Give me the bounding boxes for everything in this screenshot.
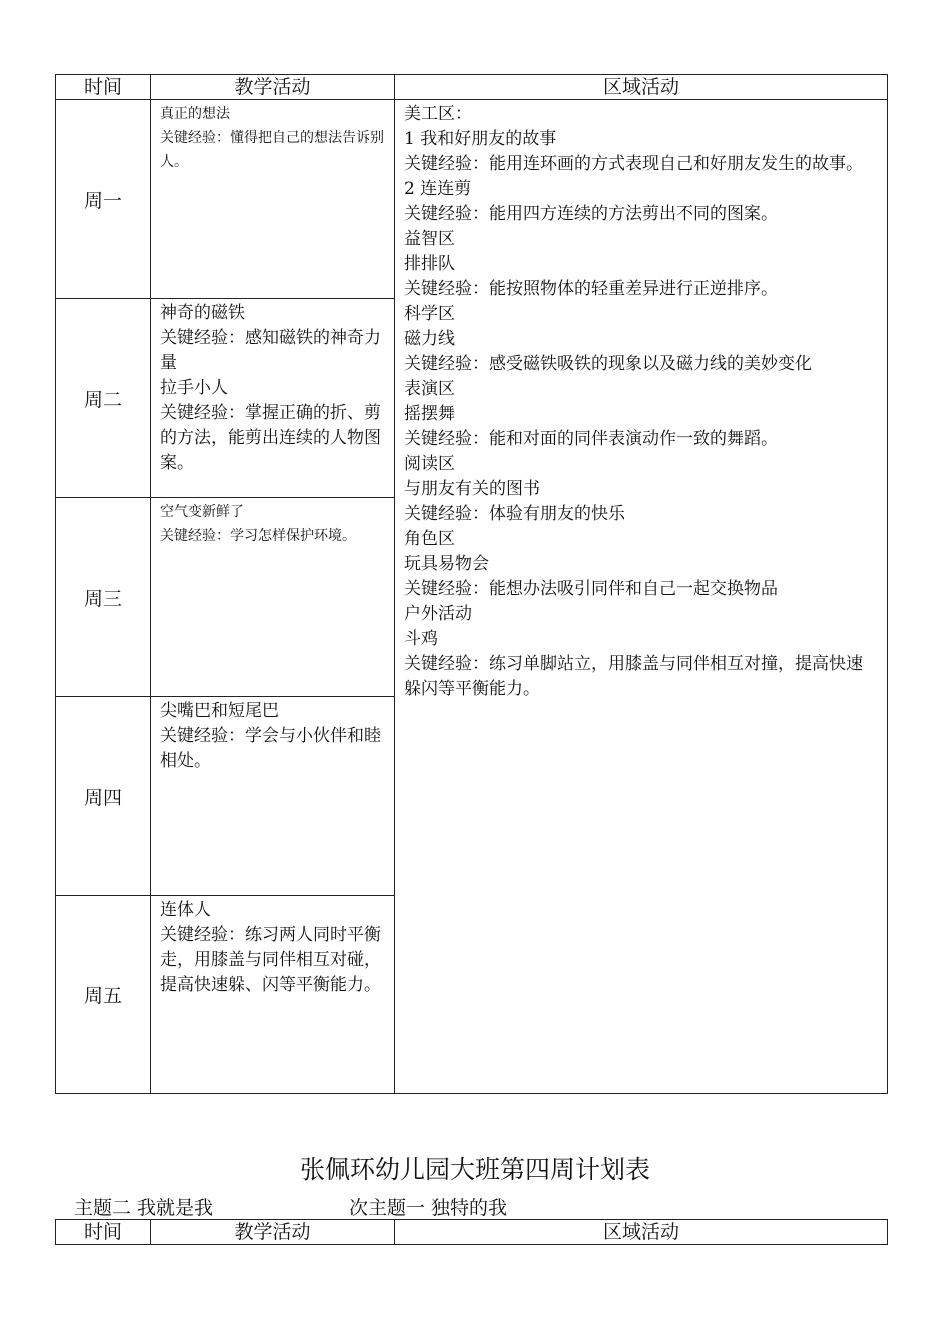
key-experience: 关键经验：感知磁铁的神奇力量 <box>160 328 381 373</box>
activity-title: 连体人 <box>160 900 211 920</box>
region-line: 关键经验：感受磁铁吸铁的现象以及磁力线的美妙变化 <box>404 354 812 374</box>
day-label: 周二 <box>56 299 151 498</box>
area-activity-cell <box>395 100 888 1094</box>
activity-title: 真正的想法 <box>160 106 230 122</box>
header-time: 时间 <box>56 1220 151 1245</box>
region-line: 关键经验：练习单脚站立，用膝盖与同伴相互对撞，提高快速躲闪等平衡能力。 <box>404 654 863 699</box>
region-line: 关键经验：能用四方连续的方法剪出不同的图案。 <box>404 204 778 224</box>
weekly-plan-table <box>55 74 888 1094</box>
region-line: 与朋友有关的图书 <box>404 479 540 499</box>
teaching-cell-tuesday <box>151 299 395 498</box>
region-line: 户外活动 <box>404 604 472 624</box>
region-line: 排排队 <box>404 254 455 274</box>
theme-line <box>74 1193 507 1220</box>
region-line: 益智区 <box>404 229 455 249</box>
region-line: 斗鸡 <box>404 629 438 649</box>
teaching-cell-friday <box>151 896 395 1094</box>
header-area-activity: 区域活动 <box>395 75 888 100</box>
table-row-monday <box>56 100 888 299</box>
region-line: 玩具易物会 <box>404 554 489 574</box>
region-line: 表演区 <box>404 379 455 399</box>
region-line: 关键经验：能想办法吸引同伴和自己一起交换物品 <box>404 579 778 599</box>
region-line: 2 连连剪 <box>404 179 472 199</box>
table-header-row <box>56 1220 888 1245</box>
region-line: 磁力线 <box>404 329 455 349</box>
activity-title: 尖嘴巴和短尾巴 <box>160 701 279 721</box>
page-title: 张佩环幼儿园大班第四周计划表 <box>299 1155 650 1184</box>
key-experience: 关键经验：练习两人同时平衡走，用膝盖与同伴相互对碰，提高快速躲、闪等平衡能力。 <box>160 925 381 995</box>
theme-label: 主题二 我就是我 <box>74 1197 214 1219</box>
region-line: 摇摆舞 <box>404 404 455 424</box>
region-line: 科学区 <box>404 304 455 324</box>
day-label: 周四 <box>56 697 151 896</box>
teaching-cell-thursday <box>151 697 395 896</box>
teaching-cell-monday <box>151 100 395 299</box>
day-label: 周五 <box>56 896 151 1094</box>
header-area-activity: 区域活动 <box>395 1220 888 1245</box>
table-header-row <box>56 75 888 100</box>
region-line: 关键经验：能用连环画的方式表现自己和好朋友发生的故事。 <box>404 154 863 174</box>
subtheme-label: 次主题一 独特的我 <box>349 1197 508 1219</box>
key-experience: 关键经验：掌握正确的折、剪的方法，能剪出连续的人物图案。 <box>160 403 381 473</box>
key-experience: 关键经验：学习怎样保护环境。 <box>160 528 356 544</box>
key-experience: 关键经验：懂得把自己的想法告诉别人。 <box>160 130 384 170</box>
region-line: 关键经验：能按照物体的轻重差异进行正逆排序。 <box>404 279 778 299</box>
region-line: 1 我和好朋友的故事 <box>404 129 557 149</box>
region-line: 美工区： <box>404 104 472 124</box>
header-teaching-activity: 教学活动 <box>151 75 395 100</box>
header-teaching-activity: 教学活动 <box>151 1220 395 1245</box>
weekly-plan-table-2 <box>55 1219 888 1245</box>
activity-title: 空气变新鲜了 <box>160 504 244 520</box>
activity-title: 拉手小人 <box>160 378 228 398</box>
region-line: 阅读区 <box>404 454 455 474</box>
teaching-cell-wednesday <box>151 498 395 697</box>
region-line: 关键经验：能和对面的同伴表演动作一致的舞蹈。 <box>404 429 778 449</box>
day-label: 周一 <box>56 100 151 299</box>
region-line: 角色区 <box>404 529 455 549</box>
header-time: 时间 <box>56 75 151 100</box>
region-line: 关键经验：体验有朋友的快乐 <box>404 504 625 524</box>
activity-title: 神奇的磁铁 <box>160 303 245 323</box>
day-label: 周三 <box>56 498 151 697</box>
key-experience: 关键经验：学会与小伙伴和睦相处。 <box>160 726 381 771</box>
